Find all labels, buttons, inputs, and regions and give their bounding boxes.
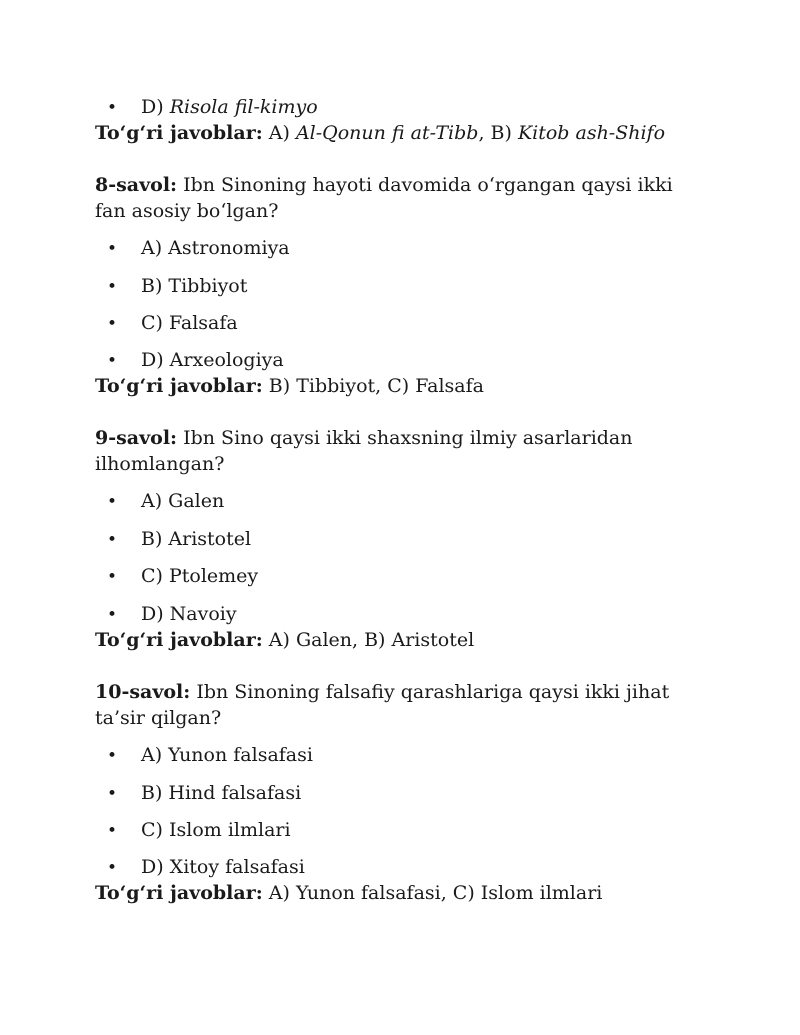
question-label: 9-savol: bbox=[95, 427, 178, 449]
answer-a: Al-Qonun fi at-Tibb bbox=[295, 122, 479, 144]
answer-prefix: A) bbox=[262, 122, 296, 144]
list-item bbox=[107, 347, 284, 373]
answer-label: To‘g‘ri javoblar: bbox=[95, 882, 263, 904]
list-item bbox=[107, 563, 258, 589]
option-text: C) Falsafa bbox=[141, 312, 238, 334]
list-item bbox=[107, 235, 290, 261]
bullet-icon: • bbox=[107, 858, 118, 878]
option-text: B) Aristotel bbox=[141, 528, 252, 550]
answer-text: B) Tibbiyot, C) Falsafa bbox=[262, 375, 484, 397]
answer-label: To‘g‘ri javoblar: bbox=[95, 629, 263, 651]
list-item bbox=[107, 854, 305, 880]
bullet-icon: • bbox=[107, 351, 118, 371]
list-item bbox=[107, 273, 247, 299]
bullet-icon: • bbox=[107, 314, 118, 334]
answer-label: To‘g‘ri javoblar: bbox=[95, 122, 263, 144]
bullet-icon: • bbox=[107, 492, 118, 512]
bullet-icon: • bbox=[107, 530, 118, 550]
bullet-icon: • bbox=[107, 784, 118, 804]
list-item bbox=[107, 488, 224, 514]
option-text: Risola fil-kimyo bbox=[169, 96, 318, 118]
list-item bbox=[107, 817, 291, 843]
bullet-icon: • bbox=[107, 239, 118, 259]
list-item bbox=[107, 526, 251, 552]
list-item bbox=[107, 742, 313, 768]
answer-separator: , B) bbox=[478, 122, 518, 144]
list-item bbox=[107, 310, 238, 336]
bullet-icon: • bbox=[107, 277, 118, 297]
question-text: Ibn Sino qaysi ikki shaxsning ilmiy asarlaridan ilhomlangan? bbox=[95, 427, 633, 475]
answer-line bbox=[95, 627, 474, 653]
answer-line bbox=[95, 120, 665, 146]
list-item bbox=[107, 780, 301, 806]
bullet-icon: • bbox=[107, 746, 118, 766]
answer-line bbox=[95, 880, 602, 906]
answer-label: To‘g‘ri javoblar: bbox=[95, 375, 263, 397]
list-item bbox=[107, 94, 318, 120]
option-text: A) Astronomiya bbox=[141, 237, 290, 259]
answer-text: A) Galen, B) Aristotel bbox=[262, 629, 475, 651]
question-text: Ibn Sinoning falsafiy qarashlariga qaysi ikki jihat ta’sir qilgan? bbox=[95, 681, 670, 729]
bullet-icon: • bbox=[107, 821, 118, 841]
question-8 bbox=[95, 172, 705, 224]
option-text: B) Hind falsafasi bbox=[141, 782, 302, 804]
answer-line bbox=[95, 373, 484, 399]
option-text: A) Yunon falsafasi bbox=[141, 744, 313, 766]
option-text: B) Tibbiyot bbox=[141, 275, 248, 297]
option-text: C) Ptolemey bbox=[141, 565, 259, 587]
option-text: A) Galen bbox=[141, 490, 225, 512]
answer-text: A) Yunon falsafasi, C) Islom ilmlari bbox=[262, 882, 603, 904]
option-text: C) Islom ilmlari bbox=[141, 819, 291, 841]
bullet-icon: • bbox=[107, 98, 118, 118]
bullet-icon: • bbox=[107, 567, 118, 587]
question-label: 8-savol: bbox=[95, 174, 178, 196]
option-text: D) Navoiy bbox=[141, 603, 237, 625]
list-item bbox=[107, 601, 237, 627]
question-label: 10-savol: bbox=[95, 681, 191, 703]
answer-b: Kitob ash-Shifo bbox=[517, 122, 666, 144]
option-text: D) Xitoy falsafasi bbox=[141, 856, 305, 878]
question-9 bbox=[95, 425, 705, 477]
option-prefix: D) bbox=[141, 96, 170, 118]
bullet-icon: • bbox=[107, 605, 118, 625]
question-text: Ibn Sinoning hayoti davomida o‘rgangan qaysi ikki fan asosiy bo‘lgan? bbox=[95, 174, 673, 222]
option-text: D) Arxeologiya bbox=[141, 349, 284, 371]
question-10 bbox=[95, 679, 705, 731]
